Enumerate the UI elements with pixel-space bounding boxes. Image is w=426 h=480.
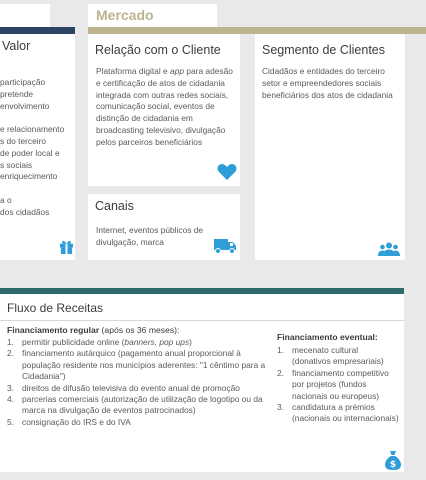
list-item: 1. mecenato cultural (donativos empresariais) [277,345,384,367]
customer-segments-card [255,34,405,260]
customer-segments-text: Cidadãos e entidades do terceiro setor e empreendedores sociais beneficiários dos atos de cidadania [262,66,393,100]
list-item: 5. consignação do IRS e do IVA [7,416,131,427]
revenue-streams-title: Fluxo de Receitas [7,301,104,315]
eventual-funding-list [277,345,399,425]
regular-funding-heading: Financiamento regular (após os 36 meses): [7,325,180,335]
list-item: 3. direitos de difusão televisiva do evento anual de promoção [7,382,240,393]
revenue-divider [0,320,404,321]
users-icon [378,242,400,256]
top-left-header-box [0,4,50,27]
value-proposition-title: Valor [2,39,31,53]
channels-card [88,194,240,260]
svg-text:$: $ [389,460,397,470]
list-item: 2. financiamento autárquico (pagamento anual proporcional à população residente nos municípios aderentes: "1 cêntimo para a Cidadania") [7,348,266,382]
truck-icon [213,238,237,254]
value-section-strip [0,27,75,34]
revenue-section-strip [0,288,404,294]
value-proposition-card [0,34,75,260]
eventual-funding-heading: Financiamento eventual: [277,332,378,342]
customer-relationship-title: Relação com o Cliente [95,43,221,57]
customer-relationship-text: Plataforma digital e app para adesão e certificação de atos de cidadania integrada com outras redes sociais, comunicação social, eventos de distinção de cidadania em broadcasting televisivo, divulgação pelos parceiros beneficiários [96,66,233,147]
market-section-header [88,4,217,30]
list-item: 1. permitir publicidade online (banners, pop ups) [7,337,192,347]
money-bag-icon [385,450,401,470]
customer-segments-title: Segmento de Clientes [262,43,385,57]
list-item: 3. candidatura a prémios (nacionais ou internacionais) [277,402,399,424]
gift-icon [59,239,74,254]
list-item: 4. parcerias comerciais (autorização de utilização de logotipo ou da marca na divulgação de eventos patrocinados) [7,394,263,416]
value-proposition-text: participação pretende envolvimento e relacionamento s do terceiro de poder local e s sociais enriquecimento a o dos cidadãos [0,77,65,217]
market-section-label: Mercado [96,7,154,23]
list-item: 2. financiamento competitivo por projetos (fundos nacionais ou europeus) [277,367,389,401]
heart-icon [217,163,237,181]
customer-relationship-card [88,34,240,186]
regular-funding-list [7,337,275,428]
channels-title: Canais [95,199,134,213]
channels-text: Internet, eventos públicos de divulgação, marca [96,225,204,247]
